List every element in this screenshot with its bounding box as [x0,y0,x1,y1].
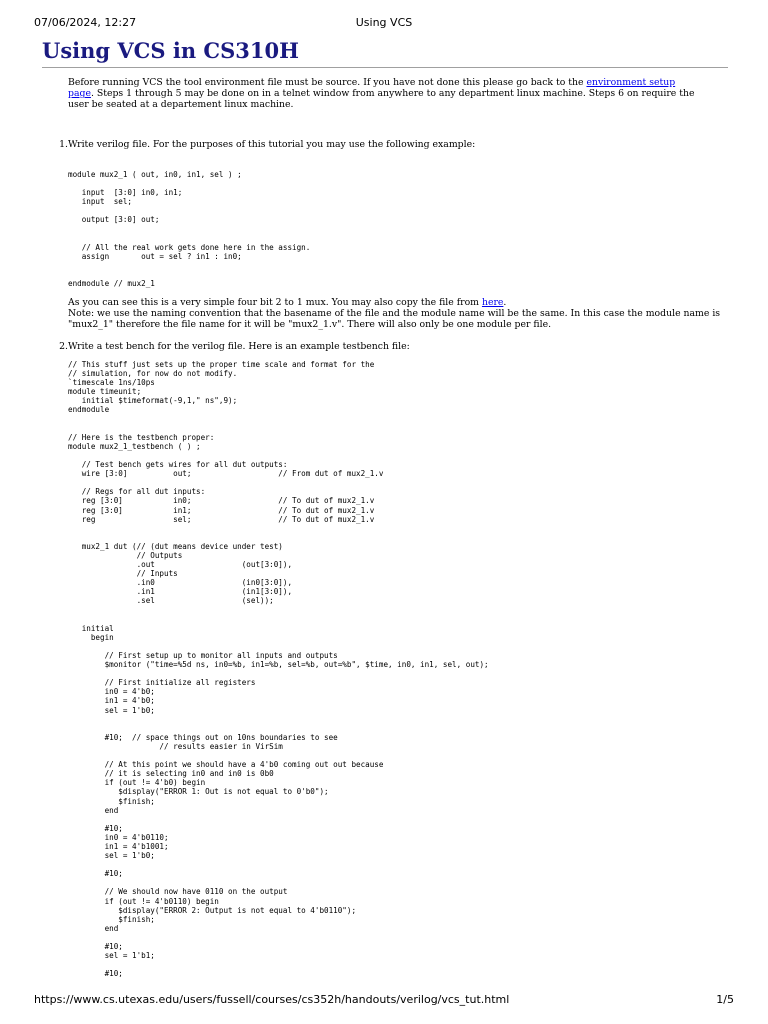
here-link[interactable]: here [481,297,504,308]
print-header [34,16,734,30]
intro-text-after: . Steps 1 through 5 may be done on in a telnet window from anywhere to any department linux machine. Steps 6 on require the user be seated at a departement linux machine. [68,88,695,111]
step-2-text: Write a test bench for the verilog file. Here is an example testbench file: [68,341,410,352]
intro-paragraph [68,77,702,110]
code-block-testbench: // This stuff just sets up the proper time scale and format for the // simulation, for now do not modify. `timescale 1ns/10ps module timeunit; initial $timeformat(-9,1," ns",9); endmodule // Here is the testbench proper: module mux2_1_testbench ( ) ; // Test bench gets wires for all dut outputs: wire [3:0] out; // From dut of mux2_1.v // Regs for all dut inputs: reg [3:0] in0; // To dut of mux2_1.v reg [3:0] in1; // To dut of mux2_1.v reg sel; // To dut of mux2_1.v mux2_1 dut (// (dut means device under test) // Outputs .out (out[3:0]), // Inputs .in0 (in0[3:0]), .in1 (in1[3:0]), .sel (sel)); initial begin // First setup up to monitor all inputs and outputs $monitor ("time=%5d ns, in0=%b, in1=%b, sel=%b, out=%b", $time, in0, in1, sel, out); // First initialize all registers in0 = 4'b0; in1 = 4'b0; sel = 1'b0; #10; // space things out on 10ns boundaries to see // results easier in VirSim // At this point we should have a 4'b0 coming out out because // it is selecting in0 and in0 is 0b0 if (out != 4'b0) begin $display("ERROR 1: Out is not equal to 0'b0"); $finish; end #10; in0 = 4'b0110; in1 = 4'b1001; sel = 1'b0; #10; // We should now have 0110 on the output if (out != 4'b0110) begin $display("ERROR 2: Output is not equal to 4'b0110"); $finish; end #10; sel = 1'b1; #10; [68,360,489,979]
step-1-note [68,297,728,330]
intro-text-before: Before running VCS the tool environment file must be source. If you have not done this please go back to the [68,77,587,88]
environment-setup-link[interactable]: environment setup page [68,77,676,100]
step-1-number: 1. [59,139,68,150]
page-content [42,38,728,979]
note-text-after: . [503,297,507,308]
page-title: Using VCS in CS310H [42,38,299,63]
note-text-before: As you can see this is a very simple four bit 2 to 1 mux. You may also copy the file from [68,297,482,308]
step-2-number: 2. [59,341,68,352]
print-footer [34,993,734,1007]
horizontal-rule [42,67,728,68]
naming-convention-note: Note: we use the naming convention that the basename of the file and the module name will be the same. In this case the module name is "mux2_1" therefore the file name for it will be "mux2_1.v". There will also only be one module per file. [68,308,721,331]
step-1-text: Write verilog file. For the purposes of this tutorial you may use the following example: [68,139,476,150]
print-datetime: 07/06/2024, 12:27 [34,16,137,29]
code-block-mux2-1: module mux2_1 ( out, in0, in1, sel ) ; input [3:0] in0, in1; input sel; output [3:0] out; // All the real work gets done here in the assign. assign out = sel ? in1 : in0; endmodule // mux2_1 [68,170,311,289]
print-url: https://www.cs.utexas.edu/users/fussell/courses/cs352h/handouts/verilog/vcs_tut.html [34,993,510,1006]
page-number: 1/5 [716,993,734,1006]
print-title: Using VCS [355,16,413,29]
